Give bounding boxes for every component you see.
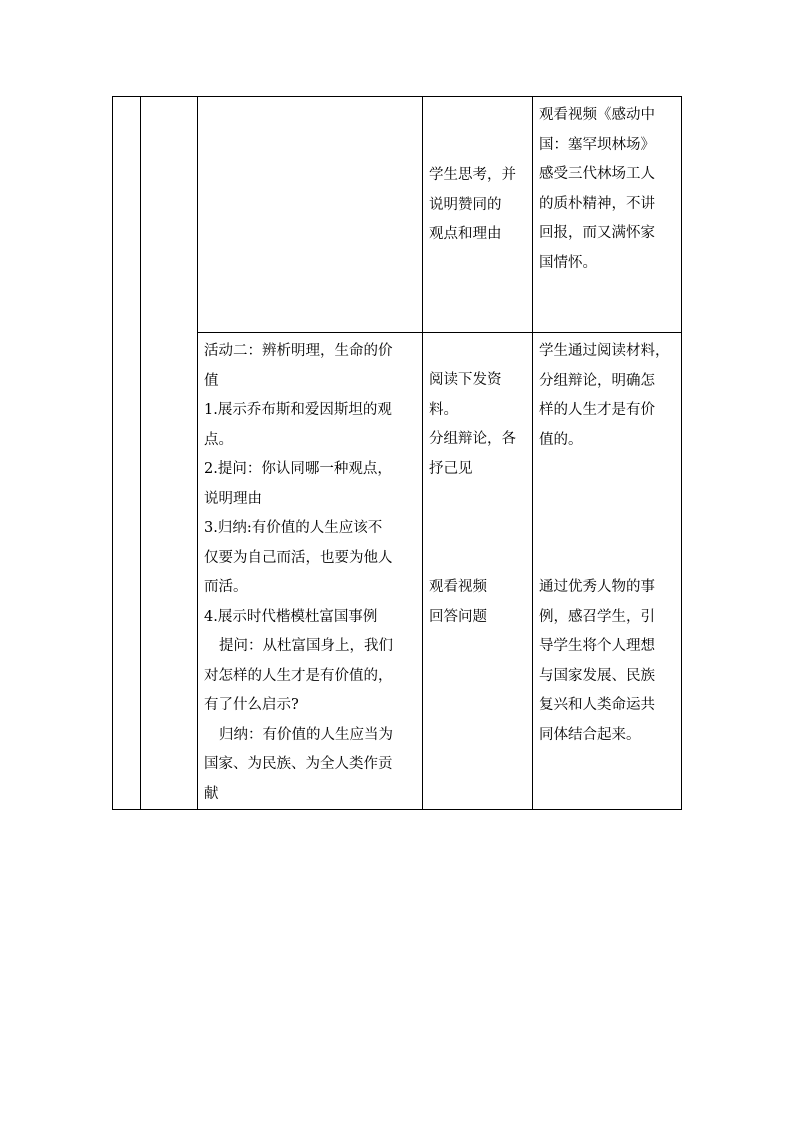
text-line: 复兴和人类命运共 <box>539 697 655 713</box>
text-line: 抒己见 <box>429 460 473 477</box>
lesson-plan-table <box>112 96 682 810</box>
text-line: 4.展示时代楷模杜富国事例 <box>204 608 378 625</box>
table-row <box>113 333 682 810</box>
text-line: 1.展示乔布斯和爱因斯坦的观 <box>204 402 392 418</box>
stage-cell <box>113 97 141 810</box>
text-line: 点。 <box>204 431 233 448</box>
text-line: 分组辩论，各 <box>429 431 516 447</box>
text-line: 同体结合起来。 <box>539 726 641 743</box>
text-line: 国家、为民族、为全人类作贡 <box>204 756 393 772</box>
text-line: 国：塞罕坝林场》 <box>539 136 655 153</box>
text-line: 回报，而又满怀家 <box>539 225 655 241</box>
text-line: 阅读下发资 <box>429 372 502 388</box>
text-line: 与国家发展、民族 <box>539 667 655 684</box>
text-line: 观点和理由 <box>429 226 502 242</box>
table-row <box>113 97 682 333</box>
student-activity-cell <box>423 97 533 333</box>
text-line: 归纳：有价值的人生应当为 <box>219 726 393 743</box>
text-line: 例，感召学生，引 <box>539 608 655 625</box>
design-intent-cell <box>533 97 682 333</box>
teacher-activity-cell <box>198 333 423 810</box>
text-line: 的质朴精神，不讲 <box>539 195 655 212</box>
text-line: 感受三代林场工人 <box>539 166 655 182</box>
text-line: 样的人生才是有价 <box>539 402 655 418</box>
text-line: 活动二：辨析明理，生命的价 <box>204 343 393 359</box>
text-line: 说明理由 <box>204 490 262 507</box>
text-line: 料。 <box>429 401 458 418</box>
text-line: 对怎样的人生才是有价值的， <box>204 667 393 684</box>
text-line: 值 <box>204 372 219 389</box>
text-line: 3.归纳:有价值的人生应该不 <box>204 520 383 536</box>
text-line: 学生思考，并 <box>429 167 516 183</box>
text-line: 值的。 <box>539 431 583 448</box>
text-line: 提问：从杜富国身上，我们 <box>219 638 393 654</box>
design-intent-cell <box>533 333 682 810</box>
text-line: 说明赞同的 <box>429 196 502 213</box>
text-line: 有了什么启示? <box>204 697 299 713</box>
text-line: 观看视频《感动中 <box>539 107 655 123</box>
text-line: 国情怀。 <box>539 254 597 271</box>
text-line: 通过优秀人物的事 <box>539 579 655 595</box>
text-line: 分组辩论，明确怎 <box>539 372 655 389</box>
student-activity-cell <box>423 333 533 810</box>
text-line: 献 <box>204 785 219 802</box>
teacher-activity-cell <box>198 97 423 333</box>
section-cell <box>141 97 198 810</box>
text-line: 观看视频 <box>429 579 487 595</box>
text-line: 学生通过阅读材料， <box>539 343 670 359</box>
text-line: 2.提问：你认同哪一种观点， <box>204 461 392 477</box>
text-line: 导学生将个人理想 <box>539 638 655 654</box>
text-line: 仅要为自己而活，也要为他人 <box>204 549 393 566</box>
text-line: 回答问题 <box>429 608 487 625</box>
text-line: 而活。 <box>204 579 248 595</box>
